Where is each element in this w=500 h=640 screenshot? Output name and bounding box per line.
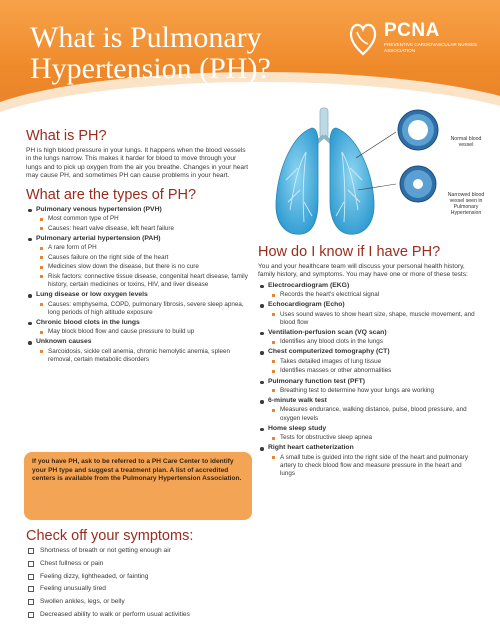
test-sub-item: Takes detailed images of lung tissue xyxy=(268,358,478,366)
test-sub-item: Identifies any blood clots in the lungs xyxy=(268,338,478,346)
type-item xyxy=(26,319,252,337)
test-item xyxy=(258,301,478,327)
test-sub-item: Tests for obstructive sleep apnea xyxy=(268,434,478,442)
symptoms-checklist xyxy=(26,528,252,624)
type-item-title: Chronic blood clots in the lungs xyxy=(36,318,140,326)
test-item xyxy=(258,425,478,443)
type-item xyxy=(26,206,252,233)
left-column xyxy=(26,128,252,366)
logo-name: PCNA xyxy=(384,20,440,41)
type-item xyxy=(26,235,252,289)
type-item-title: Unknown causes xyxy=(36,338,92,346)
test-sub-list xyxy=(268,311,478,327)
test-item-title: Echocardiogram (Echo) xyxy=(268,301,345,309)
type-sub-list xyxy=(36,244,252,289)
test-sub-item: Measures endurance, walking distance, pulse, blood pressure, and oxygen levels xyxy=(268,406,478,422)
type-sub-item: Risk factors: connective tissue disease, congenital heart disease, family history, certain medicines or toxins, HIV, and liver disease xyxy=(36,273,252,289)
symptom-item[interactable] xyxy=(26,547,252,555)
tests-list xyxy=(258,282,478,478)
test-sub-list xyxy=(268,454,478,478)
test-item xyxy=(258,348,478,375)
symptom-label: Feeling dizzy, lightheaded, or fainting xyxy=(40,572,149,580)
how-intro: You and your healthcare team will discuss your personal health history, family history, and symptoms. You may have one or more of these tests: xyxy=(258,263,468,279)
what-is-heading: What is PH? xyxy=(26,128,107,144)
type-sub-item: Causes: emphysema, COPD, pulmonary fibrosis, severe sleep apnea, long periods of high altitude exposure xyxy=(36,301,252,317)
right-column xyxy=(258,244,478,480)
pcna-logo xyxy=(348,20,488,64)
test-item-title: Electrocardiogram (EKG) xyxy=(268,281,350,289)
referral-callout xyxy=(24,452,252,520)
symptom-item[interactable] xyxy=(26,611,252,619)
type-item xyxy=(26,338,252,364)
symptom-item[interactable] xyxy=(26,573,252,581)
type-sub-item: Causes: heart valve disease, left heart failure xyxy=(36,225,252,233)
type-sub-item: Medicines slow down the disease, but there is no cure xyxy=(36,263,252,271)
type-item-title: Pulmonary venous hypertension (PVH) xyxy=(36,205,162,213)
test-sub-item: Identifies masses or other abnormalities xyxy=(268,367,478,375)
symptom-label: Feeling unusually tired xyxy=(40,585,106,593)
checkbox-icon[interactable] xyxy=(28,561,34,567)
symptom-item[interactable] xyxy=(26,585,252,593)
logo-subtitle: PREVENTIVE CARDIOVASCULAR NURSES ASSOCIATION xyxy=(384,42,478,53)
symptom-list xyxy=(26,547,252,619)
test-sub-list xyxy=(268,358,478,376)
test-item-title: Home sleep study xyxy=(268,424,327,432)
checkbox-icon[interactable] xyxy=(28,612,34,618)
type-sub-item: Most common type of PH xyxy=(36,215,252,223)
page-title xyxy=(30,22,330,84)
symptoms-heading: Check off your symptoms: xyxy=(26,528,194,544)
symptom-item[interactable] xyxy=(26,560,252,568)
checkbox-icon[interactable] xyxy=(28,574,34,580)
test-sub-list xyxy=(268,387,478,395)
how-heading: How do I know if I have PH? xyxy=(258,244,441,260)
type-sub-item: May block blood flow and cause pressure to build up xyxy=(36,328,252,336)
checkbox-icon[interactable] xyxy=(28,586,34,592)
type-sub-item: Causes failure on the right side of the heart xyxy=(36,254,252,262)
type-sub-list xyxy=(36,215,252,233)
test-item-title: Pulmonary function test (PFT) xyxy=(268,377,366,385)
test-item-title: Right heart catheterization xyxy=(268,444,354,452)
test-sub-item: Uses sound waves to show heart size, shape, muscle movement, and blood flow xyxy=(268,311,478,327)
test-sub-list xyxy=(268,291,478,299)
type-sub-item: A rare form of PH xyxy=(36,244,252,252)
callout-text: If you have PH, ask to be referred to a PH Care Center to identify your PH type and suggest a treatment plan. A list of accredited centers is available from the Pulmonary Hypertension Association. xyxy=(32,458,242,483)
test-sub-item: Breathing test to determine how your lungs are working xyxy=(268,387,478,395)
type-sub-list xyxy=(36,348,252,364)
type-sub-item: Sarcoidosis, sickle cell anemia, chronic hemolytic anemia, spleen removal, certain metabolic disorders xyxy=(36,348,252,364)
type-sub-list xyxy=(36,301,252,317)
what-is-text: PH is high blood pressure in your lungs. It happens when the blood vessels in the lungs narrow. This makes it harder for blood to move through your lungs and to pick up oxygen from the air you breathe. Changes in your heart may cause PH, and sometimes PH can cause problems in your heart. xyxy=(26,147,249,180)
symptom-label: Swollen ankles, legs, or belly xyxy=(40,598,125,606)
test-sub-item: Records the heart's electrical signal xyxy=(268,291,478,299)
checkbox-icon[interactable] xyxy=(28,548,34,554)
test-item xyxy=(258,329,478,347)
symptom-item[interactable] xyxy=(26,598,252,606)
test-item-title: Ventilation-perfusion scan (VQ scan) xyxy=(268,328,387,336)
type-item-title: Lung disease or low oxygen levels xyxy=(36,291,148,299)
symptom-label: Decreased ability to walk or perform usual activities xyxy=(40,610,190,618)
test-item-title: Chest computerized tomography (CT) xyxy=(268,348,390,356)
types-list xyxy=(26,206,252,364)
test-item xyxy=(258,378,478,396)
checkbox-icon[interactable] xyxy=(28,599,34,605)
types-heading: What are the types of PH? xyxy=(26,186,197,203)
test-sub-list xyxy=(268,434,478,442)
heart-logo-icon xyxy=(348,20,378,56)
test-item-title: 6-minute walk test xyxy=(268,397,327,404)
test-item xyxy=(258,397,478,423)
page-title-line1: What is Pulmonary xyxy=(30,21,262,54)
test-item xyxy=(258,282,478,300)
test-item xyxy=(258,444,478,478)
page-title-line2: Hypertension (PH)? xyxy=(30,52,271,85)
test-sub-list xyxy=(268,338,478,346)
type-item-title: Pulmonary arterial hypertension (PAH) xyxy=(36,234,161,242)
caption-narrowed-vessel: Narrowed blood vessel seen in Pulmonary Hypertension xyxy=(447,192,485,216)
symptom-label: Shortness of breath or not getting enough air xyxy=(40,547,171,554)
caption-normal-vessel: Normal blood vessel xyxy=(450,136,482,148)
type-sub-list xyxy=(36,328,252,336)
test-sub-item: A small tube is guided into the right side of the heart and pulmonary artery to check blood flow and measure pressure in the heart and lungs xyxy=(268,454,478,478)
lung-illustration xyxy=(268,106,500,244)
lungs-icon xyxy=(268,106,500,244)
type-item xyxy=(26,291,252,317)
test-sub-list xyxy=(268,406,478,422)
symptom-label: Chest fullness or pain xyxy=(40,559,104,567)
